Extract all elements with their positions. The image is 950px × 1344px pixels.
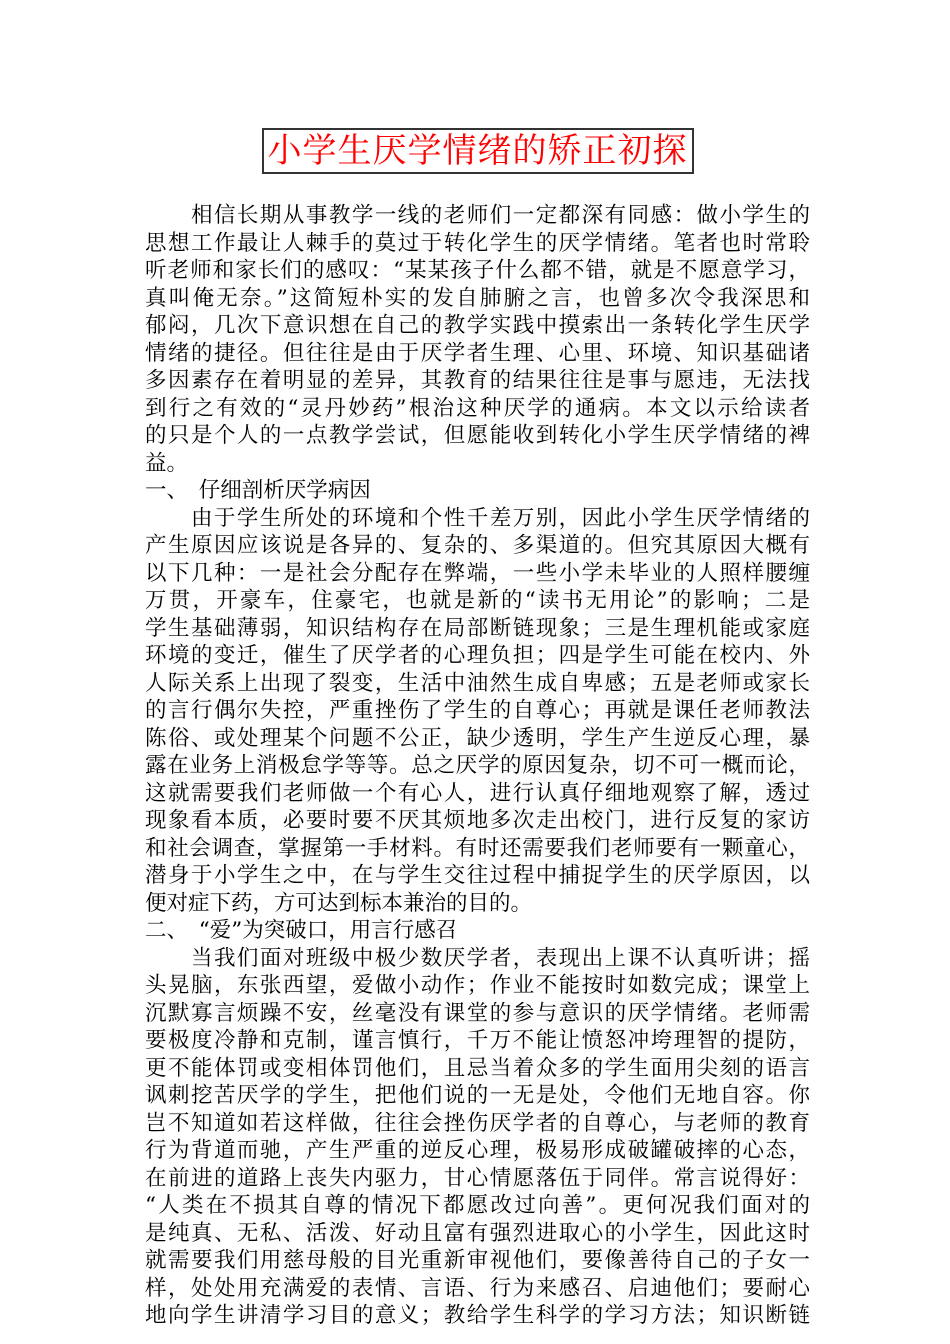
text-line: 更不能体罚或变相体罚他们，且忌当着众多的学生面用尖刻的语言 — [145, 1055, 810, 1081]
text-line: 样，处处用充满爱的表情、言语、行为来感召、启迪他们；要耐心 — [145, 1275, 810, 1301]
text-line: 环境的变迁，催生了厌学者的心理负担；四是学生可能在校内、外 — [145, 643, 810, 668]
text-line: 学生基础薄弱，知识结构存在局部断链现象；三是生理机能或家庭 — [145, 615, 810, 641]
section-heading-1: 一、 仔细剖析厌学病因 — [145, 478, 371, 503]
text-line: 思想工作最让人棘手的莫过于转化学生的厌学情绪。笔者也时常聆 — [145, 230, 810, 256]
text-line: 露在业务上消极怠学等等。总之厌学的原因复杂，切不可一概而论， — [145, 753, 810, 778]
text-line: 到行之有效的“灵丹妙药”根治这种厌学的通病。本文以示给读者 — [145, 395, 810, 421]
text-line: 产生原因应该说是各异的、复杂的、多渠道的。但究其原因大概有 — [145, 533, 810, 558]
text-line: 就需要我们用慈母般的目光重新审视他们，要像善待自己的子女一 — [145, 1248, 810, 1273]
text-line: 真叫俺无奈。”这简短朴实的发自肺腑之言，也曾多次令我深思和 — [145, 285, 810, 311]
text-line: 由于学生所处的环境和个性千差万别，因此小学生厌学情绪的 — [145, 505, 810, 531]
document-body — [145, 202, 810, 1330]
text-line: 当我们面对班级中极少数厌学者，表现出上课不认真听讲；摇 — [145, 945, 810, 971]
text-line: 便对症下药，方可达到标本兼治的目的。 — [145, 890, 533, 916]
text-line: 讽刺挖苦厌学的学生，把他们说的一无是处，令他们无地自容。你 — [145, 1083, 810, 1108]
text-line: 多因素存在着明显的差异，其教育的结果往往是事与愿违，无法找 — [145, 368, 810, 393]
text-line: 听老师和家长们的感叹：“某某孩子什么都不错，就是不愿意学习， — [145, 258, 810, 283]
text-line: 头晃脑，东张西望，爱做小动作；作业不能按时如数完成；课堂上 — [145, 973, 810, 998]
section-heading-2: 二、 “爱”为突破口，用言行感召 — [145, 918, 458, 943]
text-line: 的只是个人的一点教学尝试，但愿能收到转化小学生厌学情绪的裨 — [145, 423, 810, 448]
text-line: 益。 — [145, 450, 189, 476]
document-page — [145, 128, 810, 1330]
document-title: 小学生厌学情绪的矫正初探 — [262, 128, 694, 174]
text-line: 沉默寡言烦躁不安，丝毫没有课堂的参与意识的厌学情绪。老师需 — [145, 1000, 810, 1026]
text-line: 郁闷，几次下意识想在自己的教学实践中摸索出一条转化学生厌学 — [145, 313, 810, 338]
text-line: 在前进的道路上丧失内驱力，甘心情愿落伍于同伴。常言说得好： — [145, 1165, 810, 1191]
text-line: 行为背道而驰，产生严重的逆反心理，极易形成破罐破摔的心态， — [145, 1138, 810, 1163]
text-line: 这就需要我们老师做一个有心人，进行认真仔细地观察了解，透过 — [145, 780, 810, 806]
text-line: 陈俗、或处理某个问题不公正，缺少透明，学生产生逆反心理，暴 — [145, 725, 810, 751]
title-wrap — [125, 128, 830, 174]
text-line: “人类在不损其自尊的情况下都愿改过向善”。更何况我们面对的 — [145, 1193, 810, 1218]
text-line: 要极度冷静和克制，谨言慎行，千万不能让愤怒冲垮理智的提防， — [145, 1028, 810, 1053]
text-line: 潜身于小学生之中，在与学生交往过程中捕捉学生的厌学原因，以 — [145, 863, 810, 888]
text-line: 和社会调查，掌握第一手材料。有时还需要我们老师要有一颗童心， — [145, 835, 810, 861]
text-line: 相信长期从事教学一线的老师们一定都深有同感：做小学生的 — [145, 203, 810, 228]
text-line: 情绪的捷径。但往往是由于厌学者生理、心里、环境、知识基础诸 — [145, 340, 810, 366]
text-line: 的言行偶尔失控，严重挫伤了学生的自尊心；再就是课任老师教法 — [145, 698, 810, 723]
text-line: 人际关系上出现了裂变，生活中油然生成自卑感；五是老师或家长 — [145, 670, 810, 696]
text-line: 地向学生讲清学习目的意义；教给学生科学的学习方法；知识断链 — [145, 1303, 810, 1328]
text-line: 万贯，开豪车，住豪宅，也就是新的“读书无用论”的影响；二是 — [145, 588, 810, 613]
text-line: 岂不知道如若这样做，往往会挫伤厌学者的自尊心，与老师的教育 — [145, 1110, 810, 1136]
text-line: 是纯真、无私、活泼、好动且富有强烈进取心的小学生，因此这时 — [145, 1220, 810, 1246]
text-line: 现象看本质，必要时要不厌其烦地多次走出校门，进行反复的家访 — [145, 808, 810, 833]
text-line: 以下几种：一是社会分配存在弊端，一些小学未毕业的人照样腰缠 — [145, 560, 810, 586]
